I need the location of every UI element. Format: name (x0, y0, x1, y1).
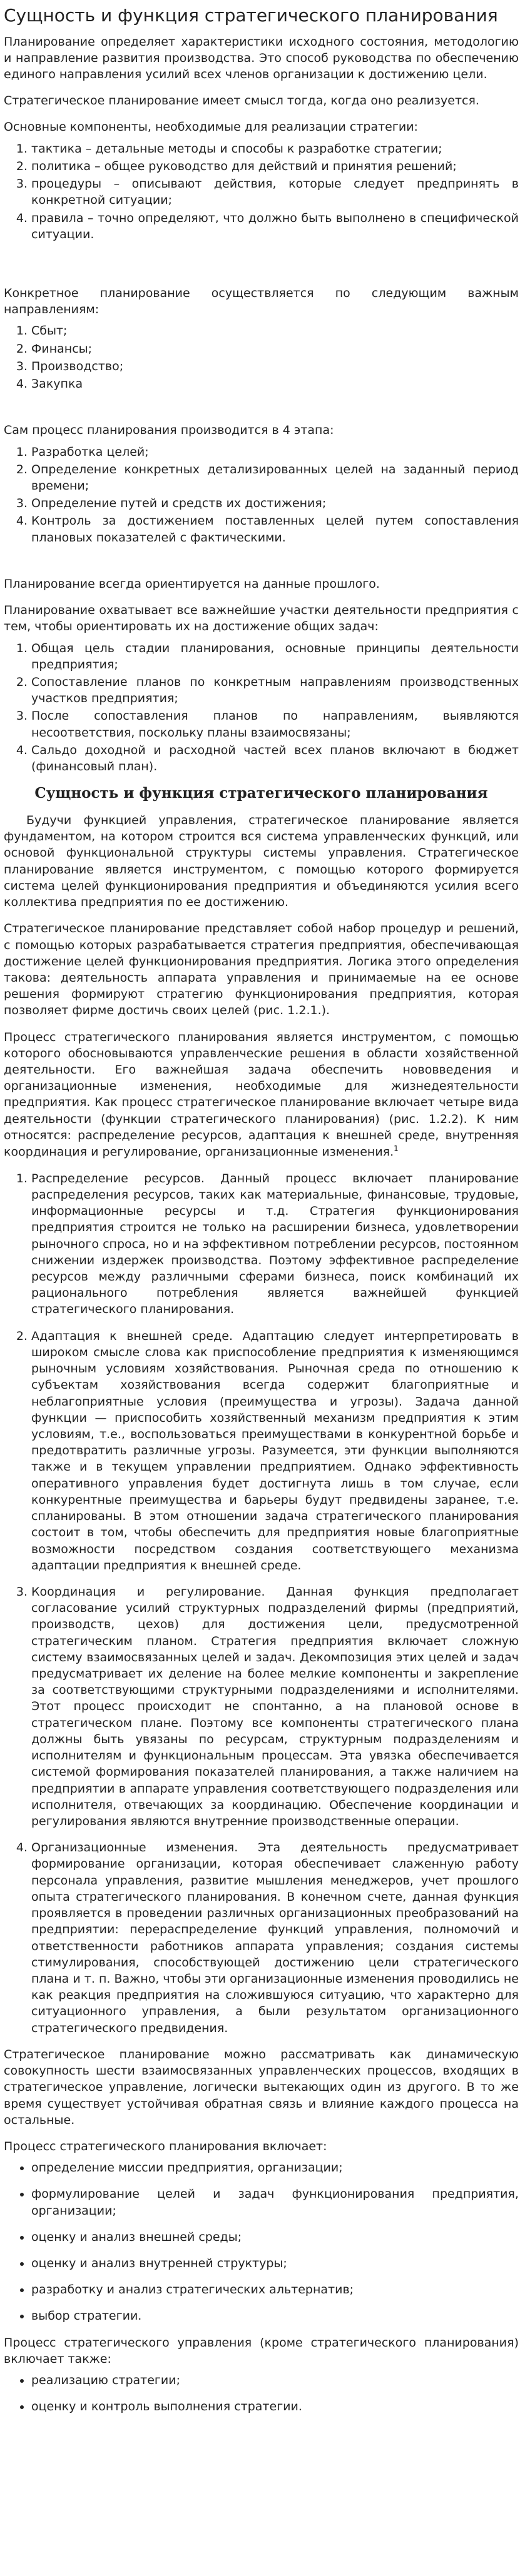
list-item: 2. политика – общее руководство для действий и принятия решений; (31, 158, 519, 174)
management-intro: Процесс стратегического управления (кроме стратегического планирования) включает также: (4, 2335, 519, 2366)
components-list (4, 141, 519, 243)
list-item: • реализацию стратегии; (31, 2372, 519, 2388)
list-item: 2. Сопоставление планов по конкретным направлениям производственных участков предприятия; (31, 674, 519, 707)
list-item: • выбор стратегии. (31, 2308, 519, 2324)
directions-list (4, 323, 519, 392)
footnote-marker: 1 (394, 1144, 399, 1154)
list-item: • оценку и анализ внешней среды; (31, 2229, 519, 2245)
stages-list (4, 444, 519, 546)
list-item: 2. Адаптация к внешней среде. Адаптацию следует интерпретировать в широком смысле слова как приспособление предприятия к изменяющимся рыночным условиям хозяйствования. Рыночная среда по отношению к субъектам хозяйствования всегда содержит благоприятные и неблагоприятные условия (преимущества и угрозы). Задача данной функции — приспособить хозяйственный механизм предприятия к этим условиям, т.е., воспользоваться преимуществами в конкурентной борьбе и предотвратить различные угрозы. Разумеется, эти функции выполняются также и в текущем управлении предприятием. Однако эффективность оперативного управления будет достигнута лишь в том случае, если конкурентные преимущества и барьеры будут предвидены заранее, т.е. спланированы. В этом отношении задача стратегического планирования состоит в том, чтобы обеспечить для предприятия новые благоприятные возможности посредством создания соответствующего механизма адаптации предприятия к внешней среде. (31, 1328, 519, 1574)
list-item: 3. процедуры – описывают действия, которые следует предпринять в конкретной ситуации; (31, 176, 519, 208)
components-intro: Основные компоненты, необходимые для реализации стратегии: (4, 120, 418, 134)
list-item: • оценку и анализ внутренней структуры; (31, 2255, 519, 2272)
intro-paragraph-1: Планирование определяет характеристики исходного состояния, методологию и направление развития производства. Это способ руководства по обеспечению единого направления усилий всех членов организации к достижению цели. (4, 34, 519, 82)
list-item: 2. Определение конкретных детализированных целей на заданный период времени; (31, 461, 519, 494)
process-intro: Процесс стратегического планирования включает: (4, 2139, 327, 2153)
list-item: 4. правила – точно определяют, что должно быть выполнено в специфической ситуации. (31, 210, 519, 243)
list-item: • определение миссии предприятия, организации; (31, 2160, 519, 2176)
intro-paragraph-2: Стратегическое планирование имеет смысл тогда, когда оно реализуется. (4, 94, 479, 108)
functions-list (4, 1170, 519, 2036)
list-item: 3. Координация и регулирование. Данная функция предполагает согласование усилий структурных подразделений фирмы (предприятий, производств, цехов) для достижения цели, предусмотренной стратегическим планом. Стратегия предприятия включает сложную систему взаимосвязанных целей и задач. Декомпозиция этих целей и задач предусматривает их деление на более мелкие компоненты и закрепление за соответствующими структурными подразделениями и исполнителями. Этот процесс происходит не спонтанно, а на плановой основе в стратегическом плане. Поэтому все компоненты стратегического плана должны быть увязаны по ресурсам, структурным подразделениям и исполнителям и функциональным процессам. Эта увязка обеспечивается системой формирования показателей планирования, а также наличием на предприятии в аппарате управления соответствующего подразделения или исполнителя, отвечающих за координацию. Обеспечение координации и регулирования являются внутренние производственные операции. (31, 1584, 519, 1829)
list-item: 2. Финансы; (31, 341, 519, 357)
body-paragraph-1: Будучи функцией управления, стратегическое планирование является фундаментом, на котором строится вся система управленческих функций, или основой функциональной структуры системы управления. Стратегическое планирование является инструментом, с помощью которого формируется система целей функционирования предприятия и объединяются усилия всего коллектива предприятия по ее достижению. (4, 813, 519, 910)
section-subtitle: Сущность и функция стратегического планирования (34, 785, 488, 802)
list-item: 1. Разработка целей; (31, 444, 519, 460)
body-paragraph-4: Стратегическое планирование можно рассматривать как динамическую совокупность шести взаимосвязанных управленческих процессов, входящих в стратегическое управление, логически вытекающих один из другого. В то же время существует устойчивая обратная связь и влияние каждого процесса на остальные. (4, 2047, 519, 2127)
list-item: • формулирование целей и задач функционирования предприятия, организации; (31, 2186, 519, 2218)
list-item: 4. Контроль за достижением поставленных целей путем сопоставления плановых показателей с фактическими. (31, 513, 519, 545)
list-item: 1. Распределение ресурсов. Данный процесс включает планирование распределения ресурсов, таких как материальные, финансовые, трудовые, информационные ресурсы и т.д. Стратегия функционирования предприятия строится не только на расширении бизнеса, удовлетворении рыночного спроса, но и на эффективном потреблении ресурсов, постоянном снижении издержек производства. Поэтому эффективное распределение ресурсов между различными сферами бизнеса, поиск комбинаций их рационального потребления является важнейшей функцией стратегического планирования. (31, 1170, 519, 1318)
spacer (4, 555, 519, 576)
body-paragraph-2: Стратегическое планирование представляет собой набор процедур и решений, с помощью которых разрабатывается стратегия предприятия, обеспечивающая достижение целей функционирования предприятия. Логика этого определения такова: деятельность аппарата управления и принимаемые на ее основе решения формируют стратегию функционирования предприятия, которая позволяет фирме достичь своих целей (рис. 1.2.1.). (4, 922, 519, 1018)
list-item: • разработку и анализ стратегических альтернатив; (31, 2282, 519, 2298)
list-item: 1. Сбыт; (31, 323, 519, 339)
body-paragraph-3-text: Процесс стратегического планирования является инструментом, с помощью которого обосновываются управленческие решения в области хозяйственной деятельности. Его важнейшая задача обеспечить нововведения и организационные изменения, необходимые для жизнедеятельности предприятия. Как процесс стратегическое планирование включает четыре вида деятельности (функции стратегического планирования) (рис. 1.2.2). К ним относятся: распределение ресурсов, адаптация к внешней среде, внутренняя координация и регулирование, организационные изменения. (4, 1030, 519, 1159)
management-list (4, 2372, 519, 2415)
scope-intro: Планирование охватывает все важнейшие участки деятельности предприятия с тем, чтобы ориентировать их на достижение общих задач: (4, 603, 519, 634)
process-list (4, 2160, 519, 2325)
page-title: Сущность и функция стратегического планирования (4, 5, 498, 26)
past-orientation-text: Планирование всегда ориентируется на данные прошлого. (4, 576, 380, 591)
list-item: 1. Общая цель стадии планирования, основные принципы деятельности предприятия; (31, 640, 519, 673)
list-item: • оценку и контроль выполнения стратегии. (31, 2398, 519, 2415)
list-item: 3. После сопоставления планов по направлениям, выявляются несоответствия, поскольку планы взаимосвязаны; (31, 708, 519, 740)
list-item: 3. Производство; (31, 358, 519, 375)
stages-intro: Сам процесс планирования производится в 4 этапа: (4, 423, 334, 438)
scope-list (4, 640, 519, 775)
list-item: 1. тактика – детальные методы и способы к разработке стратегии; (31, 141, 519, 157)
directions-intro: Конкретное планирование осуществляется по следующим важным направлениям: (4, 286, 519, 317)
list-item: 4. Закупка (31, 376, 519, 392)
body-paragraph-3 (4, 1029, 519, 1160)
spacer (4, 401, 519, 422)
list-item: 4. Организационные изменения. Эта деятельность предусматривает формирование организации, которая обеспечивает слаженную работу персонала управления, развитие мышления менеджеров, учет прошлого опыта стратегического планирования. В конечном счете, данная функция проявляется в проведении различных организационных преобразований на предприятии: перераспределение функций управления, полномочий и ответственности работников аппарата управления; создания системы стимулирования, способствующей достижению цели стратегического плана и т. п. Важно, чтобы эти организационные изменения проводились не как реакция предприятия на сложившуюся ситуацию, что характерно для ситуационного управления, а были результатом организационного стратегического предвидения. (31, 1839, 519, 2036)
list-item: 4. Сальдо доходной и расходной частей всех планов включают в бюджет (финансовый план). (31, 742, 519, 775)
list-item: 3. Определение путей и средств их достижения; (31, 495, 519, 511)
spacer (4, 251, 519, 285)
